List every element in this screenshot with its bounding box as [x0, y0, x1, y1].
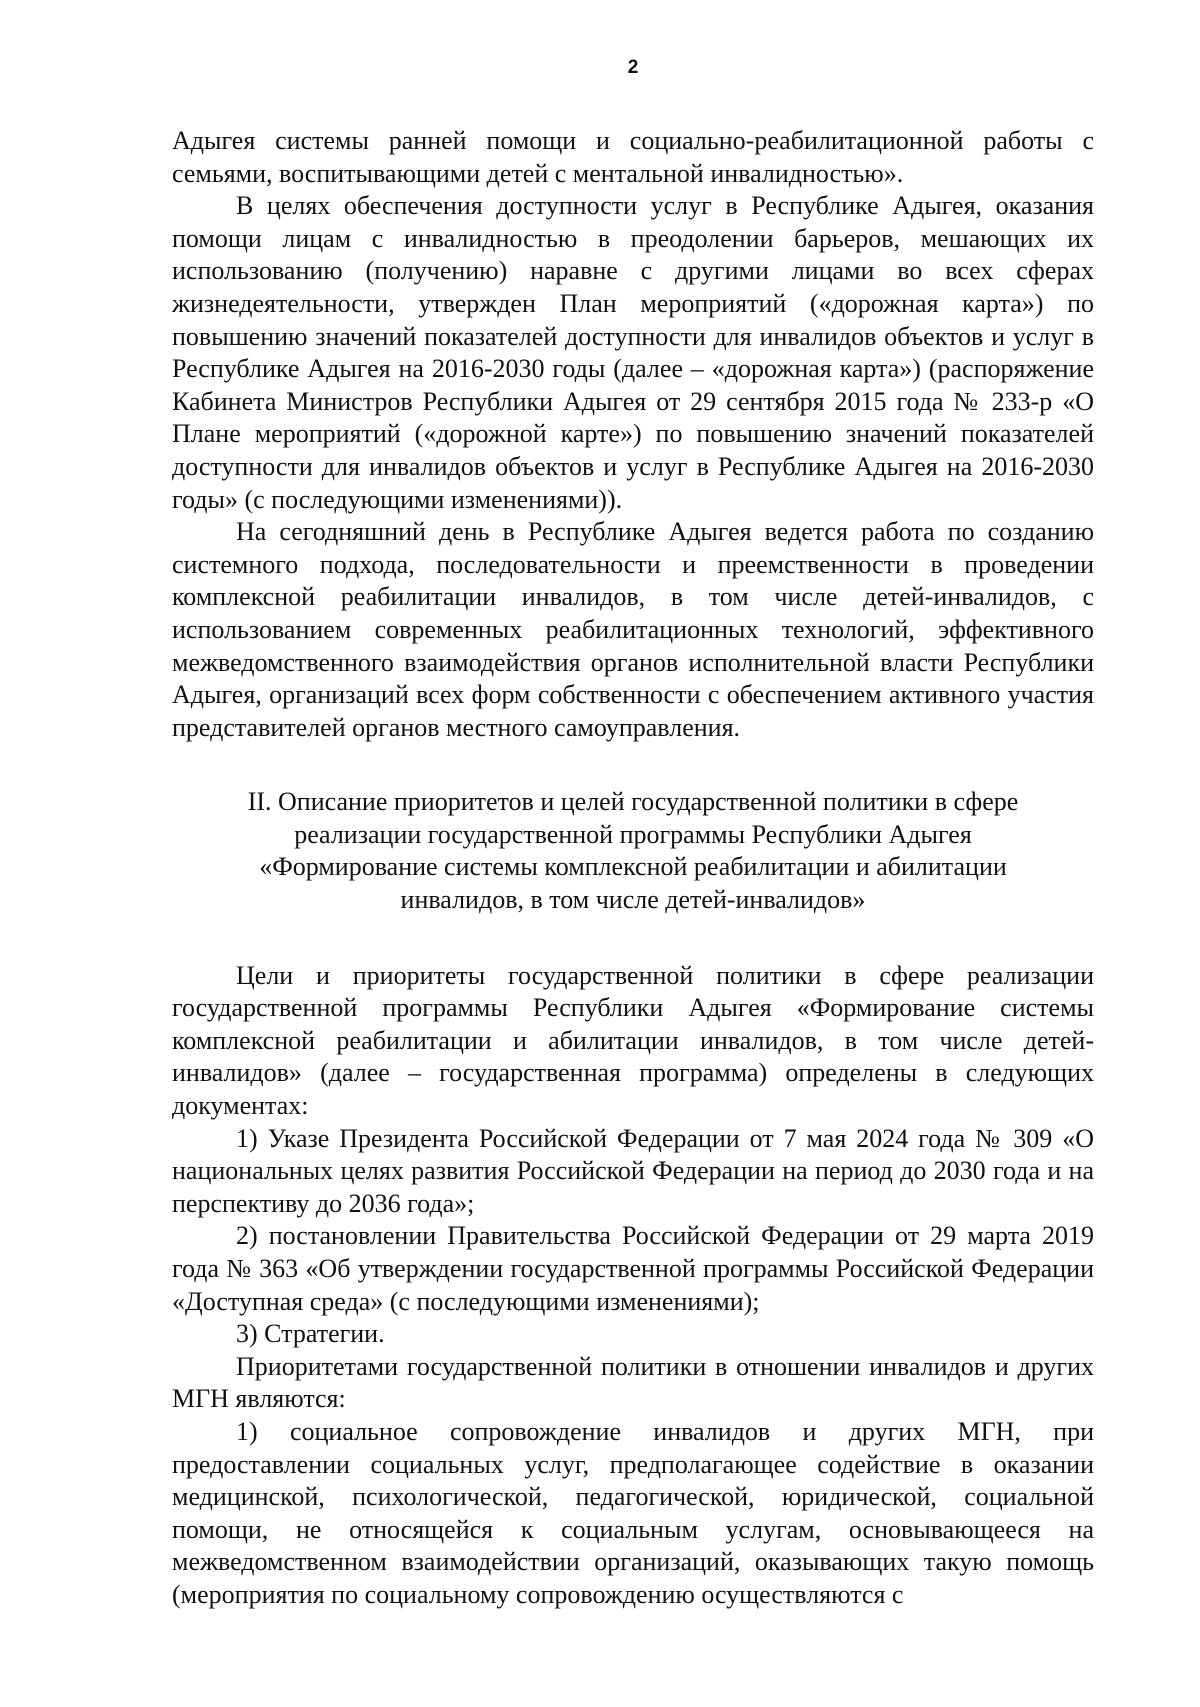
section-title-line: II. Описание приоритетов и целей государственной политики в сфере: [247, 787, 1019, 817]
list-item-social-support: 1) социальное сопровождение инвалидов и других МГН, при предоставлении социальных услуг, предполагающее содействие в оказании медицинской, психологической, педагогической, юридической, социальной помощи, не относящейся к социальным услугам, основывающееся на межведомственном взаимодействии организаций, оказывающих такую помощь (мероприятия по социальному сопровождению осуществляются с: [172, 1416, 1094, 1609]
paragraph-priorities: Приоритетами государственной политики в отношении инвалидов и других МГН являются:: [172, 1351, 1094, 1414]
paragraph-current-work: На сегодняшний день в Республике Адыгея ведется работа по созданию системного подхода, последовательности и преемственности в проведении комплексной реабилитации инвалидов, в том числе детей-инвалидов, с использованием современных реабилитационных технологий, эффективного межведомственного взаимодействия органов исполнительной власти Республики Адыгея, организаций всех форм собственности с обеспечением активного участия представителей органов местного самоуправления.: [172, 517, 1094, 742]
paragraph-road-map: В целях обеспечения доступности услуг в Республике Адыгея, оказания помощи лицам с инвалидностью в преодолении барьеров, мешающих их использованию (получению) наравне с другими лицами во всех сферах жизнедеятельности, утвержден План мероприятий («дорожная карта») по повышению значений показателей доступности для инвалидов объектов и услуг в Республике Адыгея на 2016-2030 годы (далее – «дорожная карта») (распоряжение Кабинета Министров Республики Адыгея от 29 сентября 2015 года № 233-р «О Плане мероприятий («дорожной карте») по повышению значений показателей доступности для инвалидов объектов и услуг в Республике Адыгея на 2016-2030 годы» (с последующими изменениями)).: [172, 191, 1094, 514]
document-page: [172, 55, 1094, 1612]
paragraph-goals: Цели и приоритеты государственной политики в сфере реализации государственной программы Республики Адыгея «Формирование системы комплексной реабилитации и абилитации инвалидов, в том числе детей-инвалидов» (далее – государственная программа) определены в следующих документах:: [172, 960, 1094, 1121]
section-title: [172, 786, 1094, 916]
paragraph-continuation: Адыгея системы ранней помощи и социально-реабилитационной работы с семьями, воспитывающими детей с ментальной инвалидностью».: [172, 126, 1094, 188]
page-number: 2: [627, 57, 639, 78]
list-item-resolution: 2) постановлении Правительства Российской Федерации от 29 марта 2019 года № 363 «Об утверждении государственной программы Российской Федерации «Доступная среда» (с последующими изменениями);: [172, 1221, 1094, 1316]
section-title-line: инвалидов, в том числе детей-инвалидов»: [400, 885, 866, 915]
list-item-strategy: 3) Стратегии.: [236, 1319, 385, 1349]
list-item-decree: 1) Указе Президента Российской Федерации от 7 мая 2024 года № 309 «О национальных целях развития Российской Федерации на период до 2030 года и на перспективу до 2036 года»;: [172, 1123, 1094, 1218]
section-title-line: реализации государственной программы Республики Адыгея: [294, 819, 972, 849]
section-title-line: «Формирование системы комплексной реабилитации и абилитации: [259, 852, 1007, 882]
